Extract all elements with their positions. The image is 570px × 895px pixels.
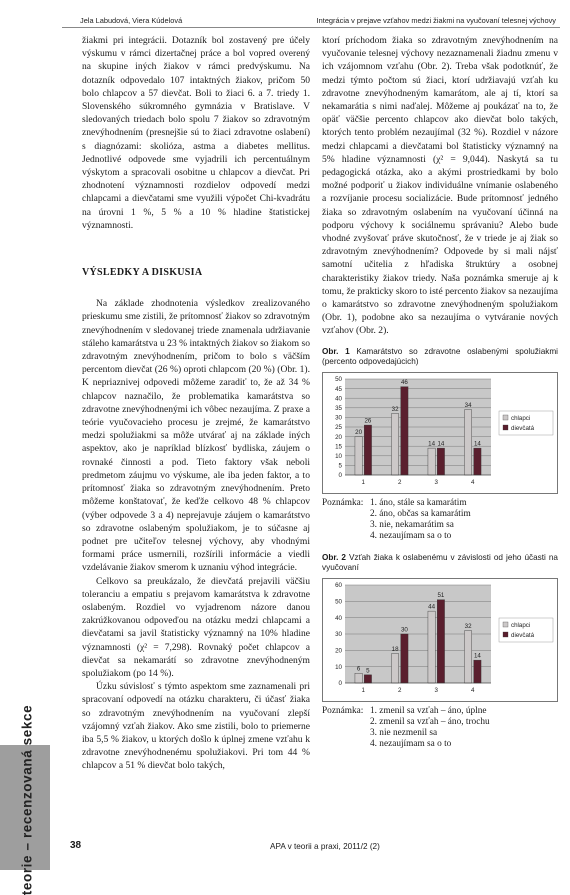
data-label: 26 — [364, 417, 372, 425]
y-tick-label: 45 — [335, 385, 342, 393]
data-label: 20 — [355, 428, 363, 436]
figure-1-caption — [322, 347, 558, 368]
legend-label: dievčatá — [511, 424, 535, 432]
figure-1-title: Kamarátstvo so zdravotne oslabenými spolužiakmi (percento odpovedajúcich) — [322, 346, 558, 367]
y-tick-label: 60 — [335, 582, 342, 590]
bar-girls — [437, 600, 444, 683]
bar-boys — [464, 410, 471, 475]
bar-boys — [355, 436, 362, 474]
right-column — [322, 34, 558, 751]
data-label: 44 — [428, 603, 436, 611]
figure-2-title: Vzťah žiaka k oslabenému v závislosti od jeho účasti na vyučovaní — [322, 552, 558, 573]
x-tick-label: 3 — [434, 478, 438, 486]
y-tick-label: 30 — [335, 631, 342, 639]
figure-1-chart — [322, 372, 558, 494]
y-tick-label: 25 — [335, 424, 342, 432]
bar-boys — [428, 611, 435, 683]
bar-girls — [474, 448, 481, 475]
legend-label: dievčatá — [511, 631, 535, 639]
figure-2-chart — [322, 578, 558, 702]
x-tick-label: 2 — [398, 478, 402, 486]
figure-1-note-item: 4. nezaujímam sa o to — [370, 531, 452, 542]
legend-swatch — [503, 622, 508, 627]
figure-1-note-label: Poznámka: — [322, 497, 364, 508]
y-tick-label: 10 — [335, 663, 342, 671]
legend-swatch — [503, 425, 508, 430]
bar-boys — [391, 413, 398, 474]
bar-girls — [364, 675, 371, 683]
bar-girls — [401, 387, 408, 475]
left-paragraph-4: Úzku súvislosť s týmto aspektom sme zaznamenali pri spracovaní odpovedí na otázku charakteru, či účasť žiaka so zdravotným znevýhodnením na vyučovaní zlepší vzájomný vzťah žiakov. Ako sme zistili, bolo to priemerne iba 5,5 % žiakov, u ktorých došlo k úplnej zmene vzťahu k zdravotne znevýhodnenému spolužiakovi. Pri tom 44 % chlapcov a 51 % dievčat bolo takých, — [82, 681, 310, 772]
bar-girls — [401, 634, 408, 683]
figure-1-note-item: 2. áno, občas sa kamarátim — [370, 509, 471, 520]
legend-swatch — [503, 415, 508, 420]
figure-2-caption — [322, 553, 558, 574]
data-label: 51 — [437, 592, 445, 600]
y-tick-label: 40 — [335, 614, 342, 622]
x-tick-label: 1 — [361, 478, 365, 486]
header-divider — [62, 27, 560, 28]
data-label: 14 — [473, 652, 481, 660]
legend-swatch — [503, 632, 508, 637]
y-tick-label: 50 — [335, 598, 342, 606]
y-tick-label: 30 — [335, 414, 342, 422]
figure-2-label: Obr. 2 — [322, 552, 346, 562]
data-label: 5 — [366, 667, 370, 675]
journal-citation: APA v teorii a praxi, 2011/2 (2) — [270, 842, 380, 851]
y-tick-label: 10 — [335, 452, 342, 460]
legend-label: chlapci — [511, 621, 531, 629]
figure-2-note-item: 3. nie nezmenil sa — [370, 728, 438, 739]
data-label: 6 — [356, 665, 361, 673]
y-tick-label: 5 — [338, 462, 342, 470]
data-label: 14 — [473, 440, 481, 448]
y-tick-label: 40 — [335, 395, 342, 403]
data-label: 18 — [391, 645, 399, 653]
bar-girls — [364, 425, 371, 475]
header-authors: Jela Labudová, Viera Kúdelová — [80, 16, 183, 25]
legend-label: chlapci — [511, 414, 531, 422]
figure-2-note — [322, 706, 558, 751]
y-tick-label: 20 — [335, 647, 342, 655]
x-tick-label: 1 — [361, 686, 365, 694]
section-sidebar-label: teorie – recenzovaná sekce — [19, 704, 35, 895]
bar-boys — [428, 448, 435, 475]
left-paragraph-3: Celkovo sa preukázalo, že dievčatá prejavili väčšiu toleranciu a empatiu s prejavom kamarátstva k zdravotne oslabeným. Rozdiel vo vyjadrenom názore danou zakrúžkovanou odpoveďou na otázku medzi chlapcami a dievčatami sa javil štatisticky významný na 10% hladine významnosti (χ² = 7,298). Rovnaký počet chlapcov a dievčat sa nekamarátí so zdravotne znevýhodneným spolužiakom (po 14 %). — [82, 575, 310, 679]
x-tick-label: 4 — [471, 478, 475, 486]
y-tick-label: 0 — [338, 472, 342, 480]
y-tick-label: 50 — [335, 376, 342, 384]
data-label: 32 — [464, 623, 472, 631]
bar-girls — [437, 448, 444, 475]
figure-1-note-item: 1. áno, stále sa kamarátim — [370, 497, 467, 508]
y-tick-label: 0 — [338, 680, 342, 688]
figure-1-label: Obr. 1 — [322, 346, 350, 356]
left-column — [82, 34, 310, 773]
data-label: 14 — [437, 440, 445, 448]
data-label: 34 — [464, 402, 472, 410]
data-label: 14 — [428, 440, 436, 448]
y-tick-label: 15 — [335, 443, 342, 451]
figure-2-note-label: Poznámka: — [322, 705, 364, 716]
x-tick-label: 4 — [471, 686, 475, 694]
bar-girls — [474, 660, 481, 683]
left-paragraph-1: žiakmi pri integrácii. Dotazník bol zostavený pre účely výskumu v rámci dizertačnej práce a bol vopred overený na skupine iných žiakov v rámci predvýskumu. Na dotazník odpovedalo 107 intaktných žiakov, pričom 50 bolo chlapcov a 57 dievčat. Boli to žiaci 6. a 7. triedy 1. Slovenského súkromného gymnázia v Bratislave. V sledovaných triedach bolo spolu 7 žiakov so zdravotným znevýhodnením (presnejšie sú to žiaci zdravotne oslabení) s diagnózami: skolióza, astma a diabetes mellitus. Jednotlivé odpovede sme vyjadrili ich percentuálnym výskytom a spracovali osobitne u chlapcov a dievčat. Pri zhodnotení významnosti rozdielov odpovedí medzi chlapcami a dievčatami sme využili výpočet Chi-kvadrátu na úrovni 1 %, 5 % a 10 % hladine štatistickej významnosti. — [82, 35, 310, 231]
x-tick-label: 2 — [398, 686, 402, 694]
right-paragraph-1: ktorí príchodom žiaka so zdravotným znevýhodnením na vyučovanie telesnej výchovy nezaznamenali žiadnu zmenu v ich vzájomnom vzťahu (Obr. 2). Treba však podotknúť, že medzi týmto počtom sú žiaci, ktorí udržiavajú vzťah ku zdravotne znevýhodneným kamarátom, ale aj tí, ktorí sa nekamarátia s nimi naďalej. Môžeme aj poukázať na to, že opäť väčšie percento chlapcov ako dievčat bolo takých, ktorých tento problém nezaujímal (32 %). Rozdiel v názore medzi chlapcami a dievčatami bol štatisticky významný na 5% hladine významnosti (χ² = 9,044). Naskytá sa tu pedagogická otázka, ako a akými prostriedkami by bolo možné podporiť u žiakov individuálne vnímanie oslabeného a rozvíjanie procesu socializácie. Bude prítomnosť jedného žiaka so zdravotným oslabením na vyučovaní účinná na podporu výchovy k sociálnemu správaniu? Alebo bude vhodné zvyšovať práve skutočnosť, že v triede je aj žiak so zdravotným znevýhodnením? Odpovede by si mali nájsť samotní učitelia z hľadiska štruktúry a osobnej charakteristiky žiakov triedy. Naša poznámka smeruje aj k tomu, že prakticky skoro to isté percento žiakov sa nezaujíma o kamarátstvo so zdravotne znevýhodneným spolužiakom (Obr. 1), podobne ako sa nezaujíma o vytváranie nových vzťahov (Obr. 2). — [322, 35, 558, 337]
header-title: Integrácia v prejave vzťahov medzi žiakmi na vyučovaní telesnej výchovy — [316, 16, 556, 25]
bar-boys — [391, 653, 398, 682]
figure-1-note — [322, 498, 558, 543]
x-tick-label: 3 — [434, 686, 438, 694]
figure-2-note-item: 4. nezaujímam sa o to — [370, 739, 452, 750]
figure-2-note-item: 1. zmenil sa vzťah – áno, úplne — [370, 705, 487, 716]
page-number: 38 — [70, 840, 82, 851]
figure-2-note-item: 2. zmenil sa vzťah – áno, trochu — [370, 717, 490, 728]
data-label: 30 — [400, 626, 408, 634]
data-label: 32 — [391, 405, 399, 413]
data-label: 46 — [400, 379, 408, 387]
y-tick-label: 20 — [335, 433, 342, 441]
section-heading: VÝSLEDKY A DISKUSIA — [82, 267, 203, 279]
left-paragraph-2: Na základe zhodnotenia výsledkov zrealizovaného prieskumu sme zistili, že prítomnosť žiakov so zdravotným znevýhodnením v sledovanej triede znamenala udržiavanie stáleho kamarátstva u 23 % intaktných žiakov so žiakom so zdravotným znevýhodnením, pričom to bolo s väčším percentom dievčat (26 %) oproti chlapcom (20 %) (Obr. 1). K nepriaznivej odpovedi môžeme zaradiť to, že až 34 % chlapcov naznačilo, že problematika kamarátstva so zdravotne znevýhodnenými ich vôbec nezaujíma. Z praxe a teórie vyučovacieho procesu je zrejmé, že kamarátstvo medzi spolužiakmi sa môže utvárať aj na základe iných aspektov, ako je napríklad blízkosť bydliska, záujem o rovnaké činnosti a pod. Tieto faktory však neboli predmetom záujmu vo výskume, ale iba jeden faktor, a to prítomnosť žiaka so zdravotným znevýhodnením. Preto môžeme konštatovať, že keďže celkovo 48 % chlapcov (výber odpovede 3 a 4) neprejavuje záujem o kamarátstvo so zdravotne oslabeným spolužiakom, je to súčasne aj podnet pre učiteľov telesnej výchovy, aby vhodnými formami práce usmernili, rozšírili informácie a viedli vzdelávanie žiakov smerom k uznaniu výhod integrácie. — [82, 298, 310, 574]
y-tick-label: 35 — [335, 404, 342, 412]
figure-1-note-item: 3. nie, nekamarátim sa — [370, 520, 454, 531]
bar-boys — [355, 673, 362, 683]
bar-boys — [464, 631, 471, 683]
